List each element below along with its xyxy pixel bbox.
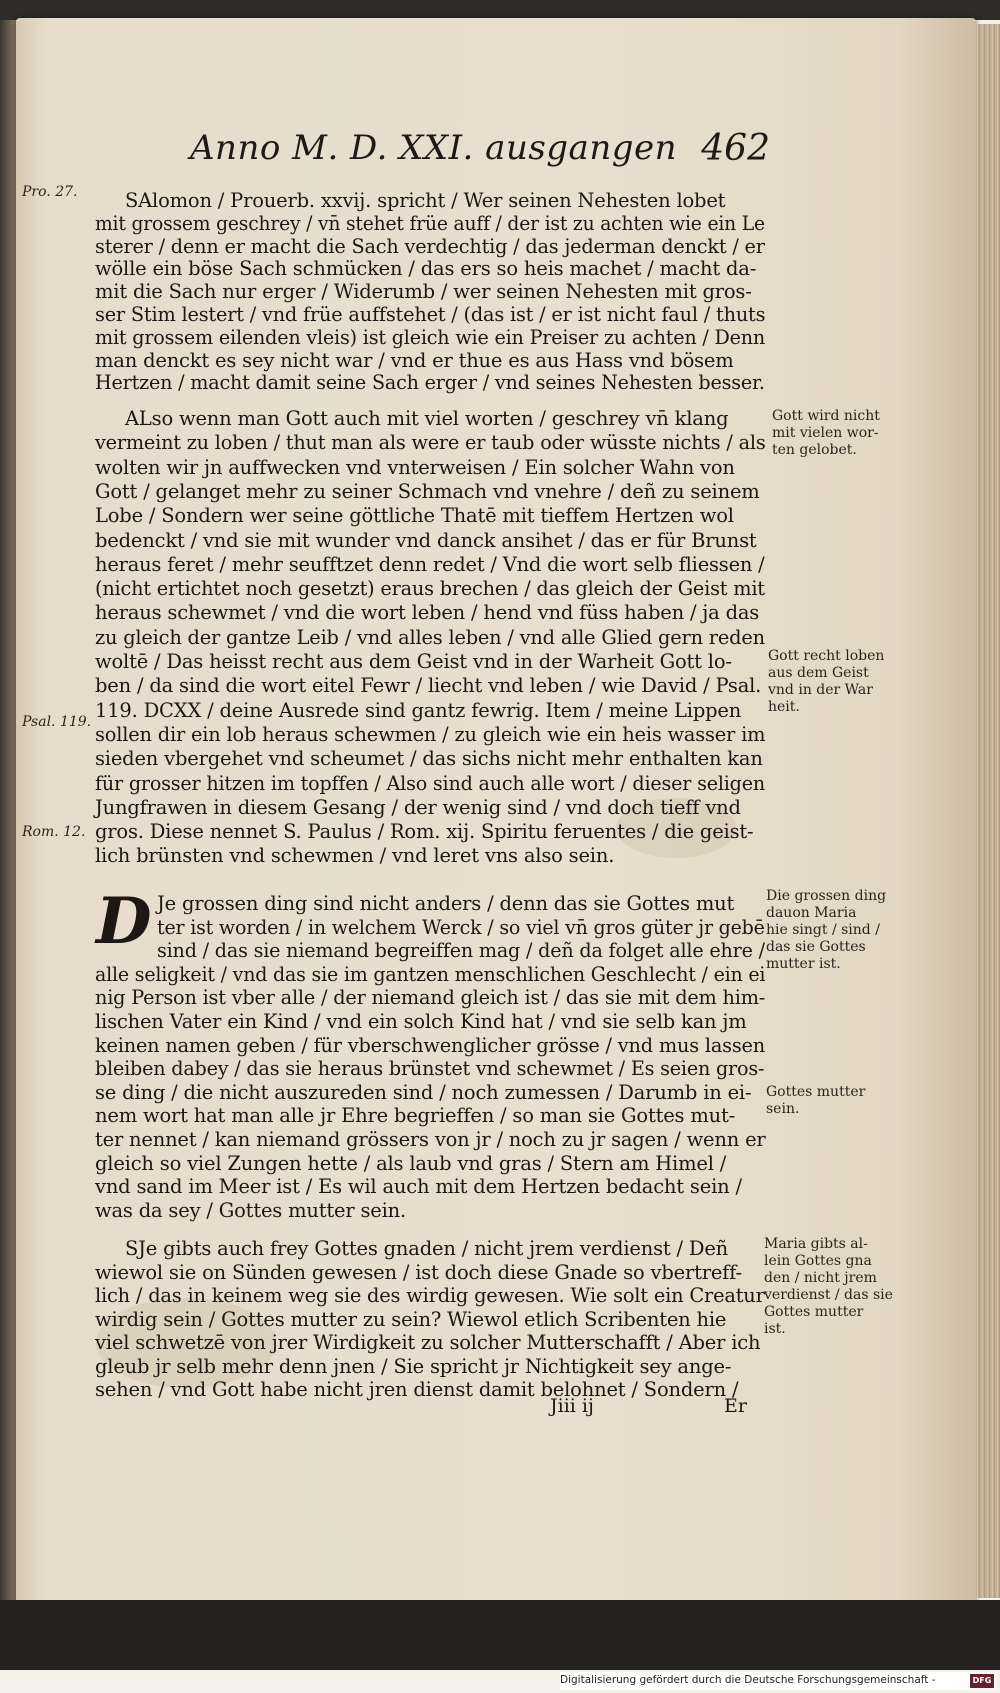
text-line: 119. DCXX / deine Ausrede sind gantz fewrig. Item / meine Lippen xyxy=(95,698,742,722)
text-line: vermeint zu loben / thut man als were er taub oder wüsste nichts / als xyxy=(95,431,766,455)
left-reference-romans: Rom. 12. xyxy=(22,824,86,840)
margin-note-5: Maria gibts al- lein Gottes gna den / nicht jrem verdienst / das sie Gottes mutter ist. xyxy=(764,1236,893,1337)
scan-background-bottom xyxy=(0,1600,1000,1670)
catchword: Er xyxy=(724,1395,747,1417)
text-line: für grosser hitzen im topffen / Also sind auch alle wort / dieser seligen xyxy=(95,771,765,795)
text-line: wölle ein böse Sach schmücken / das ers so heis machet / macht da- xyxy=(95,257,757,281)
text-line: keinen namen geben / für vberschwenglicher grösse / vnd mus lassen xyxy=(95,1033,766,1057)
text-line: mit die Sach nur erger / Widerumb / wer seinen Nehesten mit gros- xyxy=(95,280,752,304)
text-line: heraus schewmet / vnd die wort leben / hend vnd füss haben / ja das xyxy=(95,601,760,625)
text-line: nem wort hat man alle jr Ehre begrieffen / so man sie Gottes mut- xyxy=(95,1104,736,1128)
text-line: se ding / die nicht auszureden sind / noch zumessen / Darumb in ei- xyxy=(95,1080,752,1104)
text-line: Jungfrawen in diesem Gesang / der wenig sind / vnd doch tieff vnd xyxy=(95,795,741,819)
text-line: sollen dir ein lob heraus schewmen / zu gleich wie ein heis wasser im xyxy=(95,722,766,746)
text-line: nig Person ist vber alle / der niemand gleich ist / das sie mit dem him- xyxy=(95,986,766,1010)
page-header xyxy=(190,128,770,176)
text-line: bleiben dabey / das sie heraus brünstet vnd schewmet / Es seien gros- xyxy=(95,1057,765,1081)
text-line: mit grossem geschrey / vn̄ stehet früe auff / der ist zu achten wie ein Le xyxy=(95,211,765,235)
text-line: Gott / gelanget mehr zu seiner Schmach vnd vnehre / deñ zu seinem xyxy=(95,479,760,503)
dfg-logo-icon: DFG xyxy=(970,1674,994,1688)
text-line: man denckt es sey nicht war / vnd er thue es aus Hass vnd bösem xyxy=(95,348,734,372)
text-line: mit grossem eilenden vleis) ist gleich wie ein Preiser zu achten / Denn xyxy=(95,325,766,349)
text-line: ben / da sind die wort eitel Fewr / liecht vnd leben / wie David / Psal. xyxy=(95,674,762,698)
text-line: wiewol sie on Sünden gewesen / ist doch diese Gnade so vbertreff- xyxy=(95,1260,742,1284)
text-line: (nicht ertichtet noch gesetzt) eraus brechen / das gleich der Geist mit xyxy=(95,577,765,601)
text-line: ter nennet / kan niemand grössers von jr / noch zu jr sagen / wenn er xyxy=(95,1128,766,1151)
scan-background-top xyxy=(0,0,1000,20)
book-spine-left xyxy=(0,20,16,1600)
margin-note-3: Die grossen ding dauon Maria hie singt / sind / das sie Gottes mutter ist. xyxy=(766,888,887,972)
digitization-credit xyxy=(560,1672,996,1690)
text-line: ser Stim lestert / vnd früe auffstehet / (das ist / er ist nicht faul / thuts xyxy=(95,303,766,326)
text-line: ter ist worden / in welchem Werck / so viel vn̄ gros güter jr gebē xyxy=(157,915,765,939)
text-line: SAlomon / Prouerb. xxvij. spricht / Wer seinen Nehesten lobet xyxy=(125,189,726,212)
folio-number: 462 xyxy=(701,128,770,169)
margin-note-4: Gottes mutter sein. xyxy=(766,1084,866,1117)
text-line: wirdig sein / Gottes mutter zu sein? Wiewol etlich Scribenten hie xyxy=(95,1307,727,1331)
text-line: ALso wenn man Gott auch mit viel worten / geschrey vn̄ klang xyxy=(125,407,729,430)
text-line: alle seligkeit / vnd das sie im gantzen menschlichen Geschlecht / ein ei xyxy=(95,962,766,986)
text-line: lich / das in keinem weg sie des wirdig gewesen. Wie solt ein Creatur xyxy=(95,1284,765,1307)
running-head: Anno M. D. XXI. ausgangen xyxy=(190,128,678,168)
text-line: sind / das sie niemand begreiffen mag / deñ da folget alle ehre / xyxy=(157,939,765,963)
text-line: lischen Vater ein Kind / vnd ein solch Kind hat / vnd sie selb kan jm xyxy=(95,1010,747,1033)
text-line: bedenckt / vnd sie mit wunder vnd danck ansihet / das er für Brunst xyxy=(95,528,757,552)
text-line: gleub jr selb mehr denn jnen / Sie spricht jr Nichtigkeit sey ange- xyxy=(95,1354,732,1378)
text-line: sterer / denn er macht die Sach verdechtig / das jederman denckt / er xyxy=(95,234,765,258)
text-line: Hertzen / macht damit seine Sach erger / vnd seines Nehesten besser. xyxy=(95,371,765,395)
text-line: gleich so viel Zungen hette / als laub vnd gras / Stern am Himel / xyxy=(95,1151,727,1175)
drop-cap: D xyxy=(96,884,152,959)
text-line: woltē / Das heisst recht aus dem Geist vnd in der Warheit Gott lo- xyxy=(95,650,732,673)
text-line: Je grossen ding sind nicht anders / denn das sie Gottes mut xyxy=(157,892,735,915)
text-line: wolten wir jn auffwecken vnd vnterweisen / Ein solcher Wahn von xyxy=(95,455,735,479)
signature-mark: Jiii ij xyxy=(550,1395,594,1417)
text-line: Lobe / Sondern wer seine göttliche Thatē mit tieffem Hertzen wol xyxy=(95,504,734,528)
text-line: SJe gibts auch frey Gottes gnaden / nicht jrem verdienst / Deñ xyxy=(125,1237,729,1260)
text-line: gros. Diese nennet S. Paulus / Rom. xij. Spiritu feruentes / die geist- xyxy=(95,820,754,844)
text-line: vnd sand im Meer ist / Es wil auch mit dem Hertzen bedacht sein / xyxy=(95,1175,742,1199)
text-line: zu gleich der gantze Leib / vnd alles leben / vnd alle Glied gern reden xyxy=(95,625,765,649)
text-line: sehen / vnd Gott habe nicht jren dienst damit belohnet / Sondern / xyxy=(95,1378,739,1401)
text-line: was da sey / Gottes mutter sein. xyxy=(95,1198,407,1222)
left-reference-psalm: Psal. 119. xyxy=(22,714,92,730)
margin-note-2: Gott recht loben aus dem Geist vnd in der War heit. xyxy=(768,648,885,715)
text-line: sieden vbergehet vnd scheumet / das sichs nicht mehr enthalten kan xyxy=(95,747,763,771)
credit-text: Digitalisierung gefördert durch die Deutsche Forschungsgemeinschaft - xyxy=(560,1674,936,1686)
text-line: viel schwetzē von jrer Wirdigkeit zu solcher Mutterschafft / Aber ich xyxy=(95,1331,761,1354)
left-reference-proverbs: Pro. 27. xyxy=(22,184,78,200)
text-line: lich brünsten vnd schewmen / vnd leret vns also sein. xyxy=(95,844,615,868)
page-edges xyxy=(976,24,1000,1598)
margin-note-1: Gott wird nicht mit vielen wor- ten gelobet. xyxy=(772,408,880,458)
text-line: heraus feret / mehr seufftzet denn redet / Vnd die wort selb fliessen / xyxy=(95,552,765,576)
